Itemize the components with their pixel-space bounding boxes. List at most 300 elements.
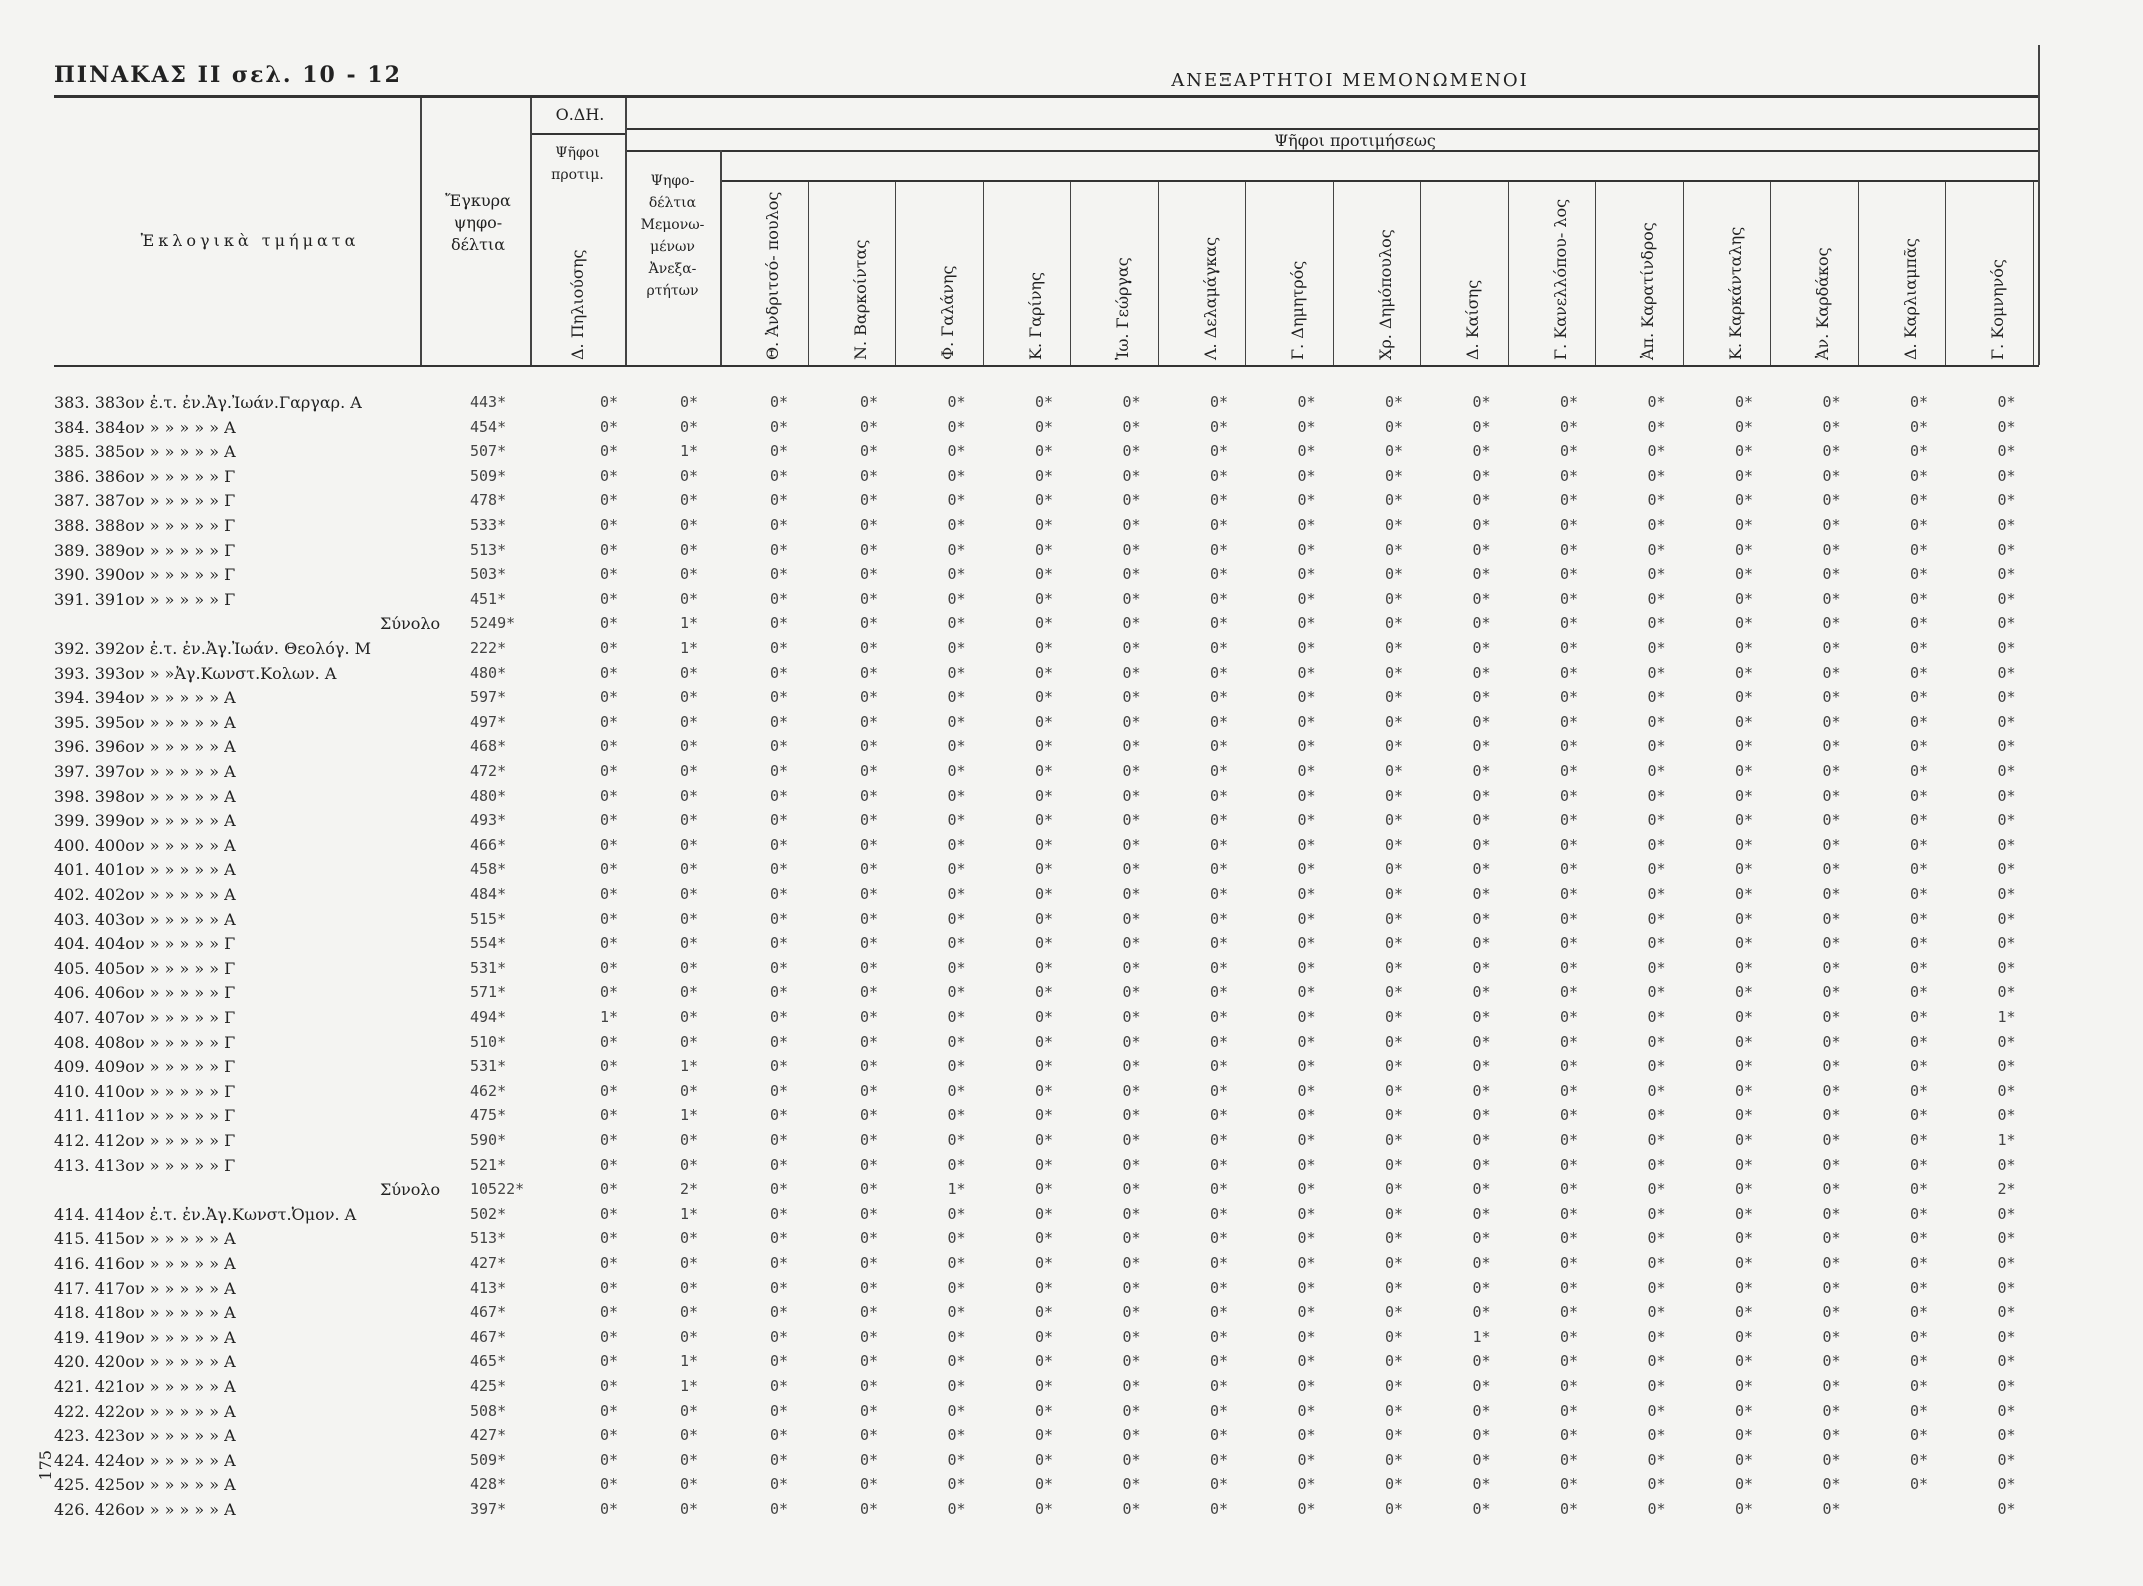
row-label: 424. 424ον » » » » » Α: [54, 1450, 236, 1470]
vote-cell: 0*: [1297, 1475, 1316, 1494]
valid-ballots-cell: 597*: [470, 688, 507, 707]
vote-cell: 0*: [1472, 762, 1491, 780]
vote-cell: 0*: [1735, 1106, 1754, 1125]
vote-cell: 0*: [1735, 417, 1754, 436]
vote-cell: 0*: [860, 1180, 879, 1199]
vote-cell: 0*: [1297, 565, 1316, 584]
vote-cell: 0*: [1560, 1008, 1579, 1026]
vote-cell: 0*: [600, 983, 619, 1002]
table-row: [40, 1131, 2100, 1156]
vote-cell: 0*: [1822, 1500, 1841, 1518]
vote-cell: 0*: [680, 1500, 699, 1518]
candidate-header: Δ. Καρλιαμπᾶς: [1900, 238, 1920, 360]
vote-cell: 0*: [1560, 712, 1579, 731]
vote-cell: 0*: [1822, 516, 1841, 534]
table-row: [40, 1377, 2100, 1402]
row-label: 392. 392ον ἐ.τ. ἐν.Ἀγ.Ἰωάν. Θεολόγ. Μ: [54, 639, 372, 658]
table-row: [40, 565, 2100, 590]
table-row: [40, 491, 2100, 516]
vote-cell: 0*: [1822, 1352, 1841, 1371]
vote-cell: 0*: [1910, 1081, 1929, 1100]
vote-cell: 0*: [1647, 712, 1666, 731]
vote-cell: 0*: [1122, 737, 1141, 756]
vote-cell: 0*: [770, 663, 789, 682]
vote-cell: 0*: [1472, 1303, 1491, 1322]
vote-cell: 0*: [1560, 1327, 1579, 1346]
vote-cell: 0*: [1472, 737, 1491, 756]
vote-cell: 0*: [1647, 835, 1666, 854]
vote-cell: 0*: [1035, 811, 1054, 830]
vote-cell: 0*: [1822, 1450, 1841, 1469]
table-row: [40, 1205, 2100, 1230]
vote-cell: 0*: [1997, 663, 2016, 682]
vote-cell: 0*: [600, 835, 619, 854]
vote-cell: 0*: [1647, 1303, 1666, 1322]
valid-ballots-cell: 10522*: [470, 1180, 525, 1199]
vote-cell: 0*: [1122, 639, 1141, 657]
vote-cell: 0*: [1560, 762, 1579, 780]
vote-cell: 0*: [770, 688, 789, 707]
vote-cell: 0*: [1385, 786, 1404, 805]
vote-cell: 0*: [1385, 1500, 1404, 1518]
vote-cell: 0*: [1560, 565, 1579, 584]
table-row: [40, 1156, 2100, 1181]
vote-cell: 0*: [1035, 1450, 1054, 1469]
vote-cell: 0*: [1997, 417, 2016, 436]
vote-cell: 0*: [1122, 712, 1141, 731]
header-rule-candidates: [720, 180, 2040, 182]
vote-cell: 0*: [1210, 1131, 1229, 1149]
vote-cell: 0*: [1560, 1204, 1579, 1223]
vote-cell: 0*: [1297, 1229, 1316, 1248]
vote-cell: 0*: [1210, 614, 1229, 633]
vote-cell: 0*: [1910, 958, 1929, 977]
vote-cell: 0*: [1647, 737, 1666, 756]
vote-cell: 0*: [1297, 860, 1316, 879]
vote-cell: 0*: [1297, 762, 1316, 780]
vote-cell: 0*: [860, 885, 879, 903]
vote-cell: 0*: [1472, 1204, 1491, 1223]
vote-cell: 0*: [1822, 1204, 1841, 1223]
vote-cell: 1*: [680, 614, 699, 633]
candidate-header: Γ. Κομνηνός: [1988, 259, 2007, 360]
vote-cell: 0*: [1210, 1500, 1229, 1518]
vote-cell: 0*: [1822, 934, 1841, 953]
vote-cell: 0*: [860, 958, 879, 977]
vote-cell: 0*: [1472, 1254, 1491, 1272]
vote-cell: 0*: [1122, 983, 1141, 1002]
table-row: [40, 959, 2100, 984]
vote-cell: 0*: [1472, 565, 1491, 584]
vote-cell: 0*: [1997, 491, 2016, 510]
vote-cell: 0*: [1210, 639, 1229, 657]
vote-cell: 0*: [600, 466, 619, 485]
header-top-rule: [54, 95, 2039, 98]
valid-ballots-cell: 454*: [470, 417, 507, 436]
header-pref-votes: Ψῆφοι προτιμήσεως: [1274, 131, 1436, 150]
vote-cell: 0*: [1647, 1032, 1666, 1051]
row-label: 387. 387ον » » » » » Γ: [54, 491, 236, 511]
vote-cell: 0*: [1910, 516, 1929, 534]
vote-cell: 0*: [1210, 712, 1229, 731]
vote-cell: 0*: [1385, 1032, 1404, 1051]
vote-cell: 0*: [1997, 1500, 2016, 1518]
vote-cell: 0*: [1997, 1081, 2016, 1100]
vote-cell: 0*: [1997, 958, 2016, 977]
vote-cell: 0*: [1122, 762, 1141, 780]
candidate-header: Θ. Ἀνδριτσό- πουλος: [763, 191, 782, 360]
vote-cell: 0*: [600, 491, 619, 510]
vote-cell: 0*: [1035, 860, 1054, 879]
vote-cell: 0*: [770, 639, 789, 657]
vote-cell: 0*: [680, 762, 699, 780]
row-label: 425. 425ον » » » » » Α: [54, 1475, 236, 1495]
vote-cell: 0*: [860, 516, 879, 534]
row-label: 407. 407ον » » » » » Γ: [54, 1008, 236, 1027]
vote-cell: 0*: [1647, 589, 1666, 608]
vote-cell: 0*: [1735, 639, 1754, 657]
vote-cell: 0*: [947, 1303, 966, 1322]
table-row: [40, 639, 2100, 664]
table-row: [40, 737, 2100, 762]
vote-cell: 0*: [1647, 614, 1666, 633]
vote-cell: 0*: [1385, 1475, 1404, 1494]
vote-cell: 0*: [1297, 1180, 1316, 1199]
vote-cell: 0*: [947, 909, 966, 928]
vote-cell: 0*: [1297, 442, 1316, 461]
vote-cell: 0*: [600, 1131, 619, 1149]
vote-cell: 0*: [1735, 1352, 1754, 1371]
vote-cell: 0*: [860, 1475, 879, 1494]
vote-cell: 0*: [1385, 860, 1404, 879]
vote-cell: 0*: [1035, 737, 1054, 756]
vote-cell: 0*: [1035, 712, 1054, 731]
vote-cell: 1*: [947, 1180, 966, 1199]
vote-cell: 0*: [680, 417, 699, 436]
vote-cell: 0*: [1210, 1180, 1229, 1199]
vote-cell: 0*: [770, 589, 789, 608]
vote-cell: 0*: [860, 1352, 879, 1371]
vote-cell: 0*: [600, 958, 619, 977]
vote-cell: 0*: [860, 1500, 879, 1518]
vote-cell: 0*: [1385, 516, 1404, 534]
vote-cell: 0*: [1822, 1155, 1841, 1174]
vote-cell: 0*: [1210, 491, 1229, 510]
vote-cell: 0*: [1385, 1180, 1404, 1199]
vote-cell: 0*: [1997, 983, 2016, 1002]
vote-cell: 0*: [1735, 1032, 1754, 1051]
table-row: [40, 467, 2100, 492]
vote-cell: 0*: [1210, 1008, 1229, 1026]
vote-cell: 0*: [600, 786, 619, 805]
vote-cell: 0*: [1122, 1229, 1141, 1248]
vote-cell: 0*: [1210, 762, 1229, 780]
vote-cell: 0*: [770, 1081, 789, 1100]
table-row: [40, 541, 2100, 566]
vote-cell: 0*: [1735, 786, 1754, 805]
vote-cell: 0*: [1472, 393, 1491, 411]
vote-cell: 0*: [770, 1180, 789, 1199]
vote-cell: 0*: [1472, 589, 1491, 608]
vote-cell: 0*: [1210, 516, 1229, 534]
vote-cell: 0*: [770, 712, 789, 731]
vote-cell: 0*: [947, 1475, 966, 1494]
vote-cell: 0*: [1560, 1106, 1579, 1125]
vote-cell: 0*: [1735, 860, 1754, 879]
vote-cell: 0*: [600, 1475, 619, 1494]
row-label: 426. 426ον » » » » » Α: [54, 1500, 236, 1519]
vote-cell: 0*: [600, 663, 619, 682]
vote-cell: 0*: [1910, 909, 1929, 928]
row-label: 389. 389ον » » » » » Γ: [54, 540, 236, 560]
vote-cell: 0*: [680, 516, 699, 534]
vote-cell: 0*: [860, 1106, 879, 1125]
vote-cell: 0*: [1122, 885, 1141, 903]
vote-cell: 0*: [600, 1450, 619, 1469]
vote-cell: 0*: [680, 885, 699, 903]
vote-cell: 0*: [1210, 1032, 1229, 1051]
vote-cell: 0*: [680, 835, 699, 854]
vote-cell: 0*: [1822, 1008, 1841, 1026]
vote-cell: 0*: [1735, 1057, 1754, 1076]
vote-cell: 0*: [1735, 663, 1754, 682]
valid-ballots-cell: 531*: [470, 958, 507, 977]
vote-cell: 0*: [1822, 1426, 1841, 1445]
vote-cell: 0*: [1385, 1450, 1404, 1469]
vote-cell: 0*: [1910, 540, 1929, 559]
row-label: Σύνολο: [380, 614, 441, 634]
divider-valid: [530, 98, 532, 365]
table-row: [40, 614, 2100, 639]
vote-cell: 0*: [600, 1106, 619, 1125]
vote-cell: 0*: [680, 393, 699, 411]
vote-cell: 0*: [1297, 1426, 1316, 1445]
vote-cell: 0*: [947, 762, 966, 780]
candidate-divider: [895, 182, 896, 365]
vote-cell: 0*: [1647, 983, 1666, 1002]
vote-cell: 0*: [947, 639, 966, 657]
vote-cell: 0*: [1385, 811, 1404, 830]
table-row: [40, 1279, 2100, 1304]
vote-cell: 0*: [947, 540, 966, 559]
valid-ballots-cell: 222*: [470, 639, 507, 657]
vote-cell: 0*: [1210, 1352, 1229, 1371]
vote-cell: 0*: [947, 860, 966, 879]
vote-cell: 0*: [1997, 393, 2016, 411]
vote-cell: 1*: [680, 442, 699, 461]
divider-sections: [420, 98, 422, 365]
vote-cell: 0*: [1297, 1008, 1316, 1026]
vote-cell: 0*: [1822, 1278, 1841, 1297]
vote-cell: 0*: [1997, 1155, 2016, 1174]
vote-cell: 0*: [770, 1401, 789, 1420]
vote-cell: 0*: [1297, 1327, 1316, 1346]
vote-cell: 0*: [1735, 1081, 1754, 1100]
vote-cell: 0*: [1297, 1057, 1316, 1076]
vote-cell: 0*: [1122, 663, 1141, 682]
vote-cell: 0*: [1385, 1155, 1404, 1174]
row-label: 415. 415ον » » » » » Α: [54, 1229, 236, 1249]
vote-cell: 0*: [600, 540, 619, 559]
vote-cell: 0*: [1210, 835, 1229, 854]
vote-cell: 0*: [1472, 885, 1491, 903]
vote-cell: 1*: [680, 639, 699, 657]
vote-cell: 0*: [1385, 1401, 1404, 1420]
header-sections: Ἐκλογικὰ τμήματα: [140, 231, 360, 250]
row-label: 404. 404ον » » » » » Γ: [54, 934, 236, 954]
vote-cell: 0*: [1122, 1303, 1141, 1322]
vote-cell: 0*: [1910, 589, 1929, 608]
vote-cell: 0*: [947, 1057, 966, 1076]
table-row: [40, 762, 2100, 787]
vote-cell: 1*: [1997, 1008, 2016, 1026]
vote-cell: 0*: [1297, 737, 1316, 756]
vote-cell: 0*: [1122, 540, 1141, 559]
vote-cell: 0*: [1122, 491, 1141, 510]
vote-cell: 0*: [680, 934, 699, 953]
vote-cell: 0*: [1210, 1106, 1229, 1125]
row-label: 394. 394ον » » » » » Α: [54, 688, 236, 708]
vote-cell: 0*: [1910, 1057, 1929, 1076]
vote-cell: 0*: [1385, 1426, 1404, 1445]
vote-cell: 0*: [1647, 1081, 1666, 1100]
vote-cell: 0*: [860, 860, 879, 879]
table-row: [40, 934, 2100, 959]
vote-cell: 0*: [680, 737, 699, 756]
vote-cell: 0*: [1210, 466, 1229, 485]
valid-ballots-cell: 509*: [470, 466, 507, 485]
vote-cell: 0*: [1910, 1327, 1929, 1346]
candidate-divider: [1158, 182, 1159, 365]
vote-cell: 0*: [1297, 491, 1316, 510]
candidate-header: Γ. Δημητρός: [1288, 260, 1307, 360]
vote-cell: 0*: [1910, 712, 1929, 731]
vote-cell: 0*: [1647, 1401, 1666, 1420]
vote-cell: 0*: [1385, 639, 1404, 657]
vote-cell: 0*: [1910, 1303, 1929, 1322]
vote-cell: 0*: [860, 589, 879, 608]
valid-ballots-cell: 467*: [470, 1327, 507, 1346]
vote-cell: 0*: [680, 1254, 699, 1272]
vote-cell: 0*: [1385, 1254, 1404, 1272]
vote-cell: 0*: [1035, 1204, 1054, 1223]
vote-cell: 0*: [947, 1426, 966, 1445]
vote-cell: 0*: [1210, 393, 1229, 411]
row-label: 399. 399ον » » » » » Α: [54, 811, 236, 831]
candidate-header: Ν. Βαρκοίντας: [850, 239, 870, 360]
vote-cell: 0*: [1560, 540, 1579, 559]
vote-cell: 0*: [1035, 393, 1054, 411]
vote-cell: 0*: [1122, 1254, 1141, 1272]
vote-cell: 0*: [1472, 1081, 1491, 1100]
vote-cell: 0*: [1822, 466, 1841, 485]
vote-cell: 0*: [600, 688, 619, 707]
vote-cell: 0*: [680, 786, 699, 805]
vote-cell: 0*: [1910, 417, 1929, 436]
vote-cell: 0*: [770, 1106, 789, 1125]
vote-cell: 0*: [1735, 737, 1754, 756]
vote-cell: 0*: [1385, 688, 1404, 707]
vote-cell: 0*: [1560, 491, 1579, 510]
vote-cell: 0*: [1647, 786, 1666, 805]
table-row: [40, 1057, 2100, 1082]
row-label: 391. 391ον » » » » » Γ: [54, 589, 236, 609]
vote-cell: 0*: [1822, 1254, 1841, 1272]
vote-cell: 0*: [1472, 540, 1491, 559]
vote-cell: 0*: [1035, 1426, 1054, 1445]
vote-cell: 0*: [1735, 1377, 1754, 1395]
vote-cell: 0*: [1385, 909, 1404, 928]
vote-cell: 0*: [1735, 688, 1754, 707]
vote-cell: 0*: [947, 885, 966, 903]
vote-cell: 0*: [947, 614, 966, 633]
vote-cell: 0*: [680, 1450, 699, 1469]
vote-cell: 0*: [600, 1327, 619, 1346]
table-row: [40, 1328, 2100, 1353]
vote-cell: 0*: [680, 1032, 699, 1051]
vote-cell: 0*: [770, 1057, 789, 1076]
vote-cell: 0*: [1035, 1377, 1054, 1395]
vote-cell: 0*: [1822, 983, 1841, 1002]
vote-cell: 0*: [1035, 442, 1054, 461]
vote-cell: 1*: [600, 1008, 619, 1026]
vote-cell: 0*: [1560, 885, 1579, 903]
valid-ballots-cell: 427*: [470, 1426, 507, 1445]
vote-cell: 0*: [860, 1081, 879, 1100]
vote-cell: 0*: [1560, 1180, 1579, 1199]
vote-cell: 0*: [1297, 1352, 1316, 1371]
vote-cell: 0*: [1822, 1327, 1841, 1346]
vote-cell: 0*: [1472, 639, 1491, 657]
vote-cell: 0*: [1822, 614, 1841, 633]
vote-cell: 0*: [947, 1032, 966, 1051]
vote-cell: 0*: [1735, 1155, 1754, 1174]
vote-cell: 0*: [1122, 516, 1141, 534]
vote-cell: 0*: [680, 589, 699, 608]
vote-cell: 0*: [600, 909, 619, 928]
vote-cell: 0*: [1122, 1450, 1141, 1469]
table-row: [40, 713, 2100, 738]
valid-ballots-cell: 466*: [470, 835, 507, 854]
vote-cell: 0*: [1035, 1081, 1054, 1100]
vote-cell: 0*: [1910, 1254, 1929, 1272]
vote-cell: 0*: [1210, 688, 1229, 707]
vote-cell: 0*: [1997, 762, 2016, 780]
vote-cell: 0*: [1297, 639, 1316, 657]
vote-cell: 0*: [1647, 393, 1666, 411]
candidate-divider: [1858, 182, 1859, 365]
vote-cell: 0*: [1035, 1032, 1054, 1051]
vote-cell: 0*: [1997, 737, 2016, 756]
vote-cell: 0*: [1910, 1377, 1929, 1395]
vote-cell: 0*: [600, 614, 619, 633]
vote-cell: 0*: [1822, 1180, 1841, 1199]
vote-cell: 0*: [600, 639, 619, 657]
table-row: [40, 393, 2100, 418]
vote-cell: 0*: [947, 835, 966, 854]
vote-cell: 0*: [947, 811, 966, 830]
vote-cell: 0*: [1997, 835, 2016, 854]
vote-cell: 0*: [680, 1229, 699, 1248]
vote-cell: 0*: [947, 786, 966, 805]
valid-ballots-cell: 5249*: [470, 614, 516, 633]
row-label: 397. 397ον » » » » » Α: [54, 762, 236, 781]
vote-cell: 0*: [770, 786, 789, 805]
vote-cell: 0*: [1122, 1057, 1141, 1076]
vote-cell: 0*: [1385, 1377, 1404, 1395]
vote-cell: 0*: [1035, 983, 1054, 1002]
vote-cell: 0*: [1297, 393, 1316, 411]
